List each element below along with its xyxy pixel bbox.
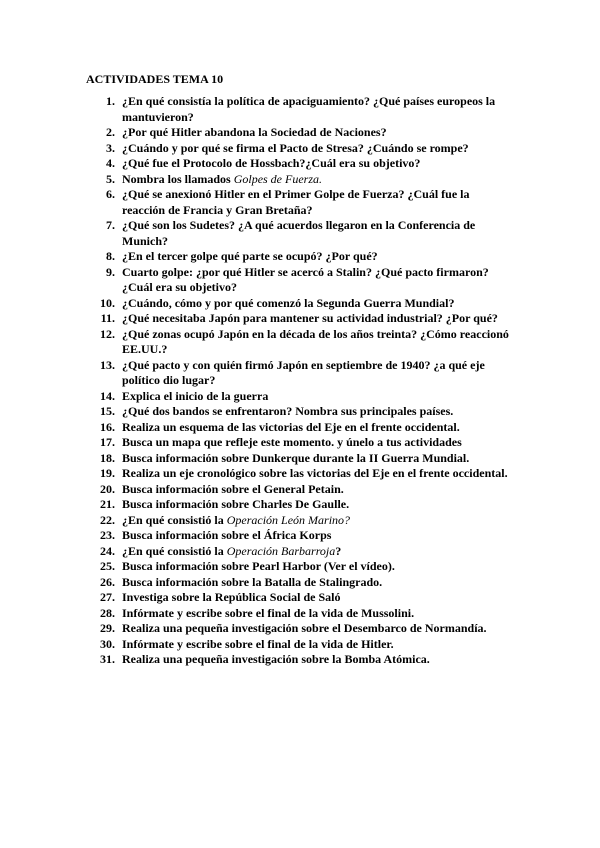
list-item [0, 187, 600, 218]
item-text: Realiza una pequeña investigación sobre la Bomba Atómica. [122, 652, 430, 666]
item-number: 7. [106, 218, 115, 232]
item-text: Cuarto golpe: ¿por qué Hitler se acercó a Stalin? ¿Qué pacto firmaron? ¿Cuál era su objetivo? [122, 264, 489, 294]
list-item [0, 466, 600, 482]
list-item [0, 358, 600, 389]
item-number: 3. [106, 140, 115, 155]
item-text: Nombra los llamados [122, 171, 234, 186]
item-number: 22. [100, 512, 115, 527]
item-number: 19. [100, 466, 115, 480]
item-number: 26. [100, 574, 115, 589]
list-item [0, 389, 600, 405]
item-number: 6. [106, 187, 115, 201]
list-item [0, 621, 600, 637]
item-text: ¿Qué pacto y con quién firmó Japón en septiembre de 1940? ¿a qué eje político dio lugar? [122, 357, 485, 387]
document-title: ACTIVIDADES TEMA 10 [86, 72, 224, 86]
list-item [0, 327, 600, 358]
item-text: Busca un mapa que refleje este momento. y únelo a tus actividades [122, 435, 462, 449]
item-number: 2. [106, 125, 115, 139]
item-text: ¿Qué son los Sudetes? ¿A qué acuerdos llegaron en la Conferencia de Munich? [122, 218, 476, 248]
list-item [0, 218, 600, 249]
list-item [0, 637, 600, 653]
item-text: ¿Qué dos bandos se enfrentaron? Nombra sus principales países. [122, 404, 454, 418]
list-item [0, 513, 600, 529]
item-text: Realiza un esquema de las victorias del Eje en el frente occidental. [122, 419, 460, 434]
list-item [0, 265, 600, 296]
item-text: Investiga sobre la República Social de Saló [122, 590, 341, 604]
item-text: Explica el inicio de la guerra [122, 388, 269, 403]
item-number: 16. [100, 419, 115, 434]
item-number: 17. [100, 435, 115, 449]
item-text: ¿Por qué Hitler abandona la Sociedad de Naciones? [122, 125, 387, 139]
item-text: Busca información sobre Pearl Harbor (Ver el vídeo). [122, 559, 395, 573]
item-number: 29. [100, 621, 115, 635]
list-item [0, 296, 600, 312]
item-text: Realiza un eje cronológico sobre las victorias del Eje en el frente occidental. [122, 466, 508, 480]
item-number: 24. [100, 543, 115, 558]
item-text: ¿Qué fue el Protocolo de Hossbach?¿Cuál era su objetivo? [122, 156, 421, 170]
item-text: ¿En qué consistió la [122, 543, 227, 558]
list-item [0, 544, 600, 560]
item-text: ¿Cuándo y por qué se firma el Pacto de Stresa? ¿Cuándo se rompe? [122, 140, 469, 155]
item-number: 12. [100, 326, 115, 341]
list-item [0, 311, 600, 327]
list-item [0, 420, 600, 436]
list-item [0, 652, 600, 668]
item-text: ¿En qué consistía la política de apaciguamiento? ¿Qué países europeos la mantuvieron? [122, 94, 496, 124]
item-text: ¿Qué se anexionó Hitler en el Primer Golpe de Fuerza? ¿Cuál fue la reacción de Francia y Gran Bretaña? [122, 187, 470, 217]
item-text: ¿Qué zonas ocupó Japón en la década de los años treinta? ¿Cómo reaccionó EE.UU.? [122, 326, 509, 356]
item-text: ¿En qué consistió la [122, 512, 227, 527]
list-item [0, 497, 600, 513]
item-number: 15. [100, 404, 115, 418]
list-item [0, 156, 600, 172]
item-number: 30. [100, 636, 115, 651]
item-number: 11. [100, 311, 115, 325]
list-item [0, 125, 600, 141]
item-number: 21. [100, 497, 115, 511]
item-text: Realiza una pequeña investigación sobre el Desembarco de Normandía. [122, 621, 487, 635]
item-text: Busca información sobre Charles De Gaulle. [122, 497, 350, 511]
list-item [0, 249, 600, 265]
item-number: 4. [106, 156, 115, 170]
item-text: Busca información sobre el África Korps [122, 528, 332, 542]
item-number: 25. [100, 559, 115, 573]
list-item [0, 94, 600, 125]
list-item [0, 559, 600, 575]
item-number: 18. [100, 450, 115, 465]
list-item [0, 172, 600, 188]
item-text: Busca información sobre Dunkerque durante la II Guerra Mundial. [122, 450, 470, 465]
list-item [0, 575, 600, 591]
item-text: ¿En el tercer golpe qué parte se ocupó? ¿Por qué? [122, 249, 378, 263]
item-italic-term: Golpes de Fuerza. [233, 171, 323, 186]
item-text: Infórmate y escribe sobre el final de la vida de Hitler. [122, 636, 394, 651]
item-number: 10. [100, 295, 115, 310]
list-item [0, 528, 600, 544]
item-number: 27. [100, 590, 115, 604]
list-item [0, 590, 600, 606]
item-number: 8. [106, 249, 115, 263]
item-number: 28. [100, 605, 115, 620]
list-item [0, 451, 600, 467]
item-italic-term: Operación León Marino? [226, 512, 351, 527]
item-number: 5. [106, 171, 115, 186]
item-number: 31. [100, 652, 115, 666]
item-number: 9. [106, 264, 115, 279]
item-text-after: ? [335, 543, 342, 558]
item-number: 13. [100, 357, 115, 372]
item-text: ¿Cuándo, cómo y por qué comenzó la Segunda Guerra Mundial? [122, 295, 455, 310]
item-text: Busca información sobre la Batalla de Stalingrado. [122, 574, 383, 589]
item-number: 23. [100, 528, 115, 542]
list-item [0, 141, 600, 157]
item-number: 20. [100, 481, 115, 496]
item-text: Infórmate y escribe sobre el final de la vida de Mussolini. [122, 605, 415, 620]
list-item [0, 482, 600, 498]
list-item [0, 404, 600, 420]
activity-list [0, 94, 600, 668]
item-text: ¿Qué necesitaba Japón para mantener su actividad industrial? ¿Por qué? [122, 311, 498, 325]
list-item [0, 435, 600, 451]
item-italic-term: Operación Barbarroja [226, 543, 336, 558]
item-number: 14. [100, 388, 115, 403]
item-text: Busca información sobre el General Petain. [122, 481, 344, 496]
list-item [0, 606, 600, 622]
item-number: 1. [106, 94, 115, 108]
